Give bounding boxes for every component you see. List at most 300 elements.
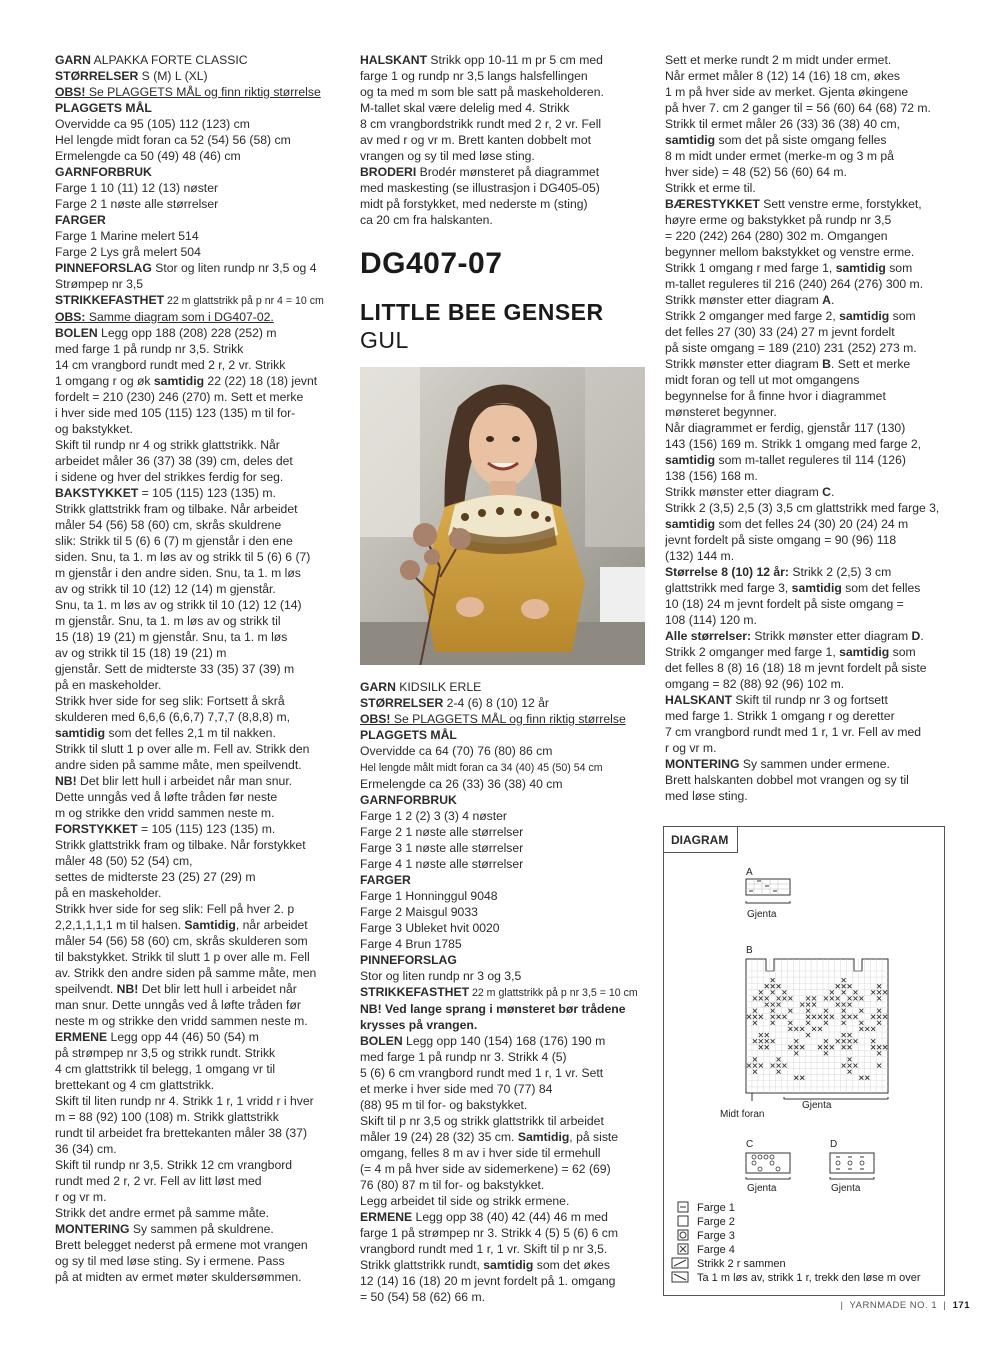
text-line xyxy=(55,645,338,661)
bold-text: samtidig xyxy=(153,374,205,388)
body-text: 12 (14) 16 (18) 20 m jevnt fordelt på 1. omgang xyxy=(360,1274,616,1288)
text-line xyxy=(55,196,338,212)
text-line xyxy=(360,100,645,116)
bold-text: Størrelse 8 (10) 12 år: xyxy=(665,565,789,579)
body-text: midt foran og tell ut mot omgangens xyxy=(665,373,860,387)
text-line xyxy=(55,1189,338,1205)
body-text: Legg opp 38 (40) 42 (44) 46 m med xyxy=(412,1210,608,1224)
text-line xyxy=(665,68,950,84)
text-line xyxy=(665,228,950,244)
body-text: Legg opp 140 (154) 168 (176) 190 m xyxy=(402,1034,606,1048)
body-text: 8 cm vrangbordstrikk rundt med 2 r, 2 vr. Fell xyxy=(360,117,602,131)
text-line xyxy=(55,389,338,405)
body-text: Sett venstre erme, forstykket, xyxy=(759,197,922,211)
text-line xyxy=(360,1145,645,1161)
body-text: 1 omgang r og øk xyxy=(55,374,154,388)
text-line xyxy=(360,1033,645,1049)
text-line xyxy=(55,1109,338,1125)
body-text: Stor og liten rundp nr 3 og 3,5 xyxy=(360,969,522,983)
text-line xyxy=(360,856,645,872)
text-line xyxy=(665,292,950,308)
bold-text: OBS! xyxy=(55,85,86,99)
text-line xyxy=(55,260,338,276)
text-line xyxy=(665,612,950,628)
text-line xyxy=(55,949,338,965)
body-text: omgang, felles 8 m av i hver side til ermehull xyxy=(360,1146,601,1160)
body-text: rundt til arbeidet fra brettekanten måler 38 (37) xyxy=(55,1126,308,1140)
text-line xyxy=(360,904,645,920)
text-line xyxy=(55,341,338,357)
body-text: Strikk hver side for seg slik: Fortsett å skrå xyxy=(55,694,285,708)
text-line xyxy=(55,132,338,148)
text-line xyxy=(55,581,338,597)
body-text: siden. Snu, ta 1. m løs av og strikk til 5 (6) 6 (7) xyxy=(55,550,311,564)
body-text: S (M) L (XL) xyxy=(138,69,208,83)
body-text: man snur. Dette unngås ved å løfte tråden før xyxy=(55,998,301,1012)
text-line xyxy=(360,1049,645,1065)
body-text: 22 m glattstrikk på p nr 4 = 10 cm xyxy=(164,295,324,307)
chart-d-letter: D xyxy=(830,1139,838,1150)
text-line xyxy=(55,693,338,709)
body-text: som m-tallet reguleres til 114 (126) xyxy=(715,453,906,467)
bold-text: FORSTYKKET xyxy=(55,822,138,836)
text-line xyxy=(55,1061,338,1077)
body-text: som det felles xyxy=(841,581,921,595)
text-line xyxy=(665,676,950,692)
text-line xyxy=(665,452,950,468)
column-middle xyxy=(360,52,645,1305)
bold-text: GARNFORBRUK xyxy=(55,165,152,179)
body-text: høyre erme og bakstykket på rundp nr 3,5 xyxy=(665,213,892,227)
text-line xyxy=(360,695,645,711)
bold-text: FARGER xyxy=(360,873,411,887)
body-text: Farge 3 1 nøste alle størrelser xyxy=(360,841,524,855)
text-line xyxy=(55,276,338,292)
legend-label-farge4: Farge 4 xyxy=(697,1244,735,1256)
bold-text: samtidig xyxy=(839,309,890,323)
text-line xyxy=(665,340,950,356)
body-text: Strikk 2 omganger med farge 1, xyxy=(665,645,840,659)
body-text: av. Strikk den andre siden på samme måte, men xyxy=(55,966,317,980)
text-line xyxy=(55,853,338,869)
body-text: andre siden på samme måte, men speilvendt. xyxy=(55,758,302,772)
legend-label-farge3: Farge 3 xyxy=(697,1230,735,1242)
text-line xyxy=(55,533,338,549)
body-text: m gjenstår i den andre siden. Snu, ta 1. m løs xyxy=(55,566,301,580)
text-line xyxy=(360,727,645,743)
text-line xyxy=(55,613,338,629)
bold-text: GARN xyxy=(360,680,396,694)
text-line xyxy=(360,1289,645,1305)
body-text: det felles 27 (30) 33 (24) 27 m jevnt fordelt xyxy=(665,325,895,339)
body-text: Hel lengde midt foran ca 52 (54) 56 (58) cm xyxy=(55,133,291,147)
bold-text: D xyxy=(911,629,921,643)
body-text: . Sett et merke xyxy=(830,357,911,371)
bold-text: STRIKKEFASTHET xyxy=(360,985,470,999)
text-line xyxy=(665,84,950,100)
page-number: 171 xyxy=(952,1300,970,1311)
text-line xyxy=(55,325,338,341)
pattern-subtitle: GUL xyxy=(360,327,409,353)
text-line xyxy=(55,869,338,885)
text-line xyxy=(360,888,645,904)
text-line xyxy=(360,679,645,695)
body-text: Overvidde ca 95 (105) 112 (123) cm xyxy=(55,117,250,131)
text-line xyxy=(360,132,645,148)
text-line xyxy=(665,564,950,580)
text-line xyxy=(665,116,950,132)
body-text: Brett belegget nederst på ermene mot vrangen xyxy=(55,1238,308,1252)
text-line xyxy=(55,501,338,517)
text-line xyxy=(360,984,645,1001)
body-text: Når diagrammet er ferdig, gjenstår 117 (130) xyxy=(665,421,906,435)
body-text: Dette unngås ved å løfte tråden før neste xyxy=(55,790,278,804)
text-line xyxy=(55,997,338,1013)
body-text: begynner mellom bakstykket og venstre erme. xyxy=(665,245,915,259)
text-line xyxy=(360,711,645,727)
text-line xyxy=(665,660,950,676)
legend-label-farge1: Farge 1 xyxy=(697,1202,735,1214)
text-line xyxy=(55,789,338,805)
text-line xyxy=(55,84,338,100)
body-text: som det felles 2,1 m til nakken. xyxy=(105,726,276,740)
body-text: KIDSILK ERLE xyxy=(395,680,482,694)
text-line xyxy=(360,920,645,936)
text-line xyxy=(360,1177,645,1193)
bold-text: MONTERING xyxy=(665,757,740,771)
body-text: Strikk glattstrikk fram og tilbake. Når forstykket xyxy=(55,838,306,852)
body-text: farge 1 og rundp nr 3,5 langs halsfellingen xyxy=(360,69,588,83)
body-text: med farge 1 på rundp nr 3,5. Strikk xyxy=(55,342,244,356)
text-line xyxy=(55,901,338,917)
body-text: Farge 4 1 nøste alle størrelser xyxy=(360,857,524,871)
body-text: Ermelengde ca 26 (33) 36 (38) 40 cm xyxy=(360,777,563,791)
legend xyxy=(672,1202,921,1284)
body-text: Strikk det andre ermet på samme måte. xyxy=(55,1206,270,1220)
text-line xyxy=(55,164,338,180)
text-line xyxy=(665,388,950,404)
text-line xyxy=(360,148,645,164)
text-line xyxy=(55,180,338,196)
body-text: og bakstykket. xyxy=(55,422,133,436)
text-line xyxy=(665,772,950,788)
text-line xyxy=(665,244,950,260)
text-line xyxy=(665,644,950,660)
body-text: Strikk til slutt 1 p over alle m. Fell av. Strikk den xyxy=(55,742,310,756)
pattern-title: LITTLE BEE GENSER xyxy=(360,299,604,325)
text-line xyxy=(55,437,338,453)
body-text: Hel lengde målt midt foran ca 34 (40) 45 (50) 54 cm xyxy=(360,762,603,774)
body-text: m og strikke den vridd sammen neste m. xyxy=(55,806,275,820)
legend-symbol-farge2 xyxy=(678,1216,688,1226)
text-line xyxy=(665,628,950,644)
bold-text: PLAGGETS MÅL xyxy=(360,728,457,742)
body-text: Farge 2 Maisgul 9033 xyxy=(360,905,478,919)
legend-symbol-farge1 xyxy=(678,1202,688,1212)
body-text: Legg arbeidet til side og strikk ermene. xyxy=(360,1194,570,1208)
body-text: 10 (18) 24 m jevnt fordelt på siste omgang = xyxy=(665,597,904,611)
body-text: Det blir lett hull i arbeidet når man snur. xyxy=(76,774,293,788)
chart-b-letter: B xyxy=(746,945,753,956)
text-line xyxy=(665,724,950,740)
text-line xyxy=(360,1273,645,1289)
body-text: med farge 1 på rundp nr 3. Strikk 4 (5) xyxy=(360,1050,567,1064)
bold-text: samtidig xyxy=(55,726,106,740)
body-text: 22 (22) 18 (18) jevnt xyxy=(204,374,318,388)
chart-b-repeat: Gjenta xyxy=(802,1100,832,1111)
bold-text: OBS! xyxy=(360,712,391,726)
text-line xyxy=(55,309,338,325)
body-text: , på siste xyxy=(569,1130,619,1144)
text-line xyxy=(665,532,950,548)
body-text: Strikk til ermet måler 26 (33) 36 (38) 40 cm, xyxy=(665,117,901,131)
text-line xyxy=(55,1205,338,1221)
body-text: Strikk 2 omganger med farge 2, xyxy=(665,309,840,323)
text-line xyxy=(360,1209,645,1225)
chart-c xyxy=(746,1153,790,1179)
text-line xyxy=(360,1257,645,1273)
text-line xyxy=(360,936,645,952)
body-text: Skift til rundp nr 4 og strikk glattstrikk. Når xyxy=(55,438,280,452)
body-text: av med r og vr m. Brett kanten dobbelt mot xyxy=(360,133,591,147)
chart-a-letter: A xyxy=(746,867,753,878)
body-text: rundt med 2 r, 2 vr. Fell av litt løst med xyxy=(55,1174,262,1188)
bold-text: samtidig xyxy=(665,133,716,147)
body-text: 7 cm vrangbord rundt med 1 r, 1 vr. Fell av med xyxy=(665,725,922,739)
text-line xyxy=(55,1253,338,1269)
bold-text: samtidig xyxy=(791,581,842,595)
body-text: Sett et merke rundt 2 m midt under ermet. xyxy=(665,53,892,67)
page-footer: | YARNMADE NO. 1 | 171 xyxy=(840,1300,970,1311)
body-text: Farge 2 1 nøste alle størrelser xyxy=(55,197,219,211)
body-text: av og strikk til 15 (18) 19 (21) m xyxy=(55,646,227,660)
text-line xyxy=(55,405,338,421)
body-text: Strikk mønster etter diagram xyxy=(665,485,823,499)
text-line xyxy=(360,776,645,792)
bold-text: B xyxy=(822,357,831,371)
body-text: neste m og strikke den vridd sammen neste m. xyxy=(55,1014,308,1028)
text-line xyxy=(665,516,950,532)
text-line xyxy=(665,308,950,324)
text-line xyxy=(665,196,950,212)
text-line xyxy=(55,565,338,581)
text-line xyxy=(665,164,950,180)
body-text: . xyxy=(920,629,924,643)
bold-text: samtidig xyxy=(835,261,886,275)
body-text: Strikk mønster etter diagram xyxy=(665,357,823,371)
text-line xyxy=(55,373,338,389)
text-line xyxy=(360,840,645,856)
body-text: Legg opp 188 (208) 228 (252) m xyxy=(97,326,277,340)
body-text: 2,2,1,1,1,1 m til halsen. xyxy=(55,918,185,932)
body-text: 138 (156) 168 m. xyxy=(665,469,758,483)
bold-text: Samtidig xyxy=(184,918,236,932)
text-line xyxy=(360,84,645,100)
chart-c-letter: C xyxy=(746,1139,754,1150)
body-text: , når arbeidet xyxy=(235,918,308,932)
body-text: m gjenstår. Snu, ta 1. m løs av og strikk til xyxy=(55,614,281,628)
body-text: som xyxy=(889,645,916,659)
text-line xyxy=(55,629,338,645)
bold-text: STRIKKEFASTHET xyxy=(55,293,165,307)
body-text: skulderen med 6,6,6 (6,6,7) 7,7,7 (8,8,8) m, xyxy=(55,710,291,724)
text-line xyxy=(55,549,338,565)
text-line xyxy=(55,453,338,469)
text-line xyxy=(360,808,645,824)
text-line xyxy=(665,260,950,276)
body-text: Strikk 2 (2,5) 3 cm xyxy=(788,565,892,579)
text-line xyxy=(55,52,338,68)
bold-text: PINNEFORSLAG xyxy=(55,261,152,275)
body-text: fordelt = 210 (230) 246 (270) m. Sett et merke xyxy=(55,390,304,404)
body-text: ca 20 cm fra halskanten. xyxy=(360,213,493,227)
bold-text: BAKSTYKKET xyxy=(55,486,139,500)
body-text: Farge 1 2 (2) 3 (3) 4 nøster xyxy=(360,809,507,823)
chart-b-center: Midt foran xyxy=(720,1109,765,1120)
chart-d-repeat: Gjenta xyxy=(831,1183,861,1194)
text-line xyxy=(55,68,338,84)
body-text: måler 19 (24) 28 (32) 35 cm. xyxy=(360,1130,518,1144)
body-text: brettekant og 4 cm glattstrikk. xyxy=(55,1078,215,1092)
body-text: r og vr m. xyxy=(55,1190,107,1204)
legend-symbol-farge4 xyxy=(678,1244,688,1254)
text-line xyxy=(360,872,645,888)
body-text: 2-4 (6) 8 (10) 12 år xyxy=(443,696,549,710)
body-text: vrangbord rundt med 1 r, 1 vr. Skift til p nr 3,5. xyxy=(360,1242,608,1256)
body-text: Farge 2 1 nøste alle størrelser xyxy=(360,825,524,839)
text-line xyxy=(55,212,338,228)
body-text: Sy sammen under ermene. xyxy=(739,757,890,771)
body-text: på en maskeholder. xyxy=(55,678,162,692)
chart-d xyxy=(830,1153,874,1179)
body-text: Det blir lett hull i arbeidet når xyxy=(138,982,297,996)
body-text: til bakstykket. Strikk til slutt 1 p over alle m. Fell xyxy=(55,950,310,964)
body-text: på strømpep nr 3,5 og strikk rundt. Strikk xyxy=(55,1046,276,1060)
bold-text: HALSKANT xyxy=(360,53,428,67)
body-text: Skift til p nr 3,5 og strikk glattstrikk til arbeidet xyxy=(360,1114,604,1128)
body-text: med maskesting (se illustrasjon i DG405-05) xyxy=(360,181,600,195)
body-text: slik: Strikk til 5 (6) 6 (7) m gjenstår i den ene xyxy=(55,534,293,548)
column-right xyxy=(665,52,950,804)
body-text: Når ermet måler 8 (12) 14 (16) 18 cm, økes xyxy=(665,69,901,83)
text-line xyxy=(55,885,338,901)
text-line xyxy=(55,1141,338,1157)
body-text: begynnelse for å finne hvor i diagrammet xyxy=(665,389,886,403)
text-line xyxy=(360,1241,645,1257)
body-text: 14 cm vrangbord rundt med 2 r, 2 vr. Strikk xyxy=(55,358,286,372)
text-line xyxy=(55,1045,338,1061)
bold-text: FARGER xyxy=(55,213,106,227)
text-line xyxy=(55,1125,338,1141)
bold-text: BOLEN xyxy=(55,326,98,340)
body-text: et merke i hver side med 70 (77) 84 xyxy=(360,1082,553,1096)
text-line xyxy=(55,677,338,693)
chart-a-repeat: Gjenta xyxy=(747,909,777,920)
bold-text: STØRRELSER xyxy=(360,696,444,710)
body-text: Farge 1 Marine melert 514 xyxy=(55,229,199,243)
body-text: Strikk glattstrikk fram og tilbake. Når arbeidet xyxy=(55,502,298,516)
body-text: Strikk hver side for seg slik: Fell på hver 2. p xyxy=(55,902,295,916)
body-text: Brodér mønsteret på diagrammet xyxy=(416,165,600,179)
text-line xyxy=(55,933,338,949)
body-text: ALPAKKA FORTE CLASSIC xyxy=(90,53,248,67)
bold-text: HALSKANT xyxy=(665,693,733,707)
text-line xyxy=(665,52,950,68)
body-text: farge 1 på strømpep nr 3. Strikk 4 (5) 5 (6) 6 cm xyxy=(360,1226,619,1240)
body-text: Snu, ta 1. m løs av og strikk til 10 (12) 12 (14) xyxy=(55,598,302,612)
text-line xyxy=(55,1077,338,1093)
body-text: Se PLAGGETS MÅL og finn riktig størrelse xyxy=(390,712,626,726)
body-text: arbeidet måler 36 (37) 38 (39) cm, deles det xyxy=(55,454,293,468)
text-line xyxy=(665,356,950,372)
bold-text: OBS: xyxy=(55,310,86,324)
body-text: måler 54 (56) 58 (60) cm, skrås skulderen som xyxy=(55,934,308,948)
text-line xyxy=(360,952,645,968)
diagram-charts xyxy=(664,827,946,1297)
text-line xyxy=(360,1113,645,1129)
text-line xyxy=(665,468,950,484)
text-line xyxy=(55,228,338,244)
text-line xyxy=(360,212,645,228)
text-line xyxy=(665,100,950,116)
text-line xyxy=(55,116,338,132)
body-text: Strikk 1 omgang r med farge 1, xyxy=(665,261,836,275)
body-text: det felles 8 (8) 16 (18) 18 m jevnt fordelt på siste xyxy=(665,661,927,675)
text-line xyxy=(360,1001,645,1017)
text-line xyxy=(55,981,338,997)
bold-text: NB! Ved lange sprang i mønsteret bør trådene xyxy=(360,1002,626,1016)
body-text: med farge 1. Strikk 1 omgang r og deretter xyxy=(665,709,895,723)
body-text: (= 4 m på hver side av sidemerkene) = 62 (69) xyxy=(360,1162,611,1176)
body-text: som det felles 24 (30) 20 (24) 24 m xyxy=(715,517,909,531)
body-text: 4 cm glattstrikk til belegg, 1 omgang vr til xyxy=(55,1062,276,1076)
text-line xyxy=(55,1157,338,1173)
body-text: m = 88 (92) 100 (108) m. Strikk glattstrikk xyxy=(55,1110,279,1124)
body-text: Strømpep nr 3,5 xyxy=(55,277,144,291)
body-text: . xyxy=(830,485,835,499)
body-text: m-tallet reguleres til 216 (240) 264 (276) 300 m. xyxy=(665,277,924,291)
product-photo xyxy=(360,367,645,665)
body-text: 36 (34) cm. xyxy=(55,1142,117,1156)
body-text: (132) 144 m. xyxy=(665,549,735,563)
body-text: og sy til med løse sting. Sy i ermene. Pass xyxy=(55,1254,285,1268)
body-text: som det på siste omgang felles xyxy=(715,133,887,147)
text-line xyxy=(55,357,338,373)
text-line xyxy=(55,821,338,837)
body-text: (88) 95 m til for- og bakstykket. xyxy=(360,1098,528,1112)
text-line xyxy=(55,837,338,853)
text-line xyxy=(665,788,950,804)
body-text: Brett halskanten dobbel mot vrangen og sy til xyxy=(665,773,909,787)
body-text: speilvendt. xyxy=(55,982,117,996)
text-line xyxy=(55,1269,338,1285)
bold-text: Samtidig xyxy=(517,1130,570,1144)
body-text: 143 (156) 169 m. Strikk 1 omgang med farge 2, xyxy=(665,437,922,451)
text-line xyxy=(665,756,950,772)
body-text: . xyxy=(830,293,835,307)
text-line xyxy=(665,580,950,596)
text-line xyxy=(665,692,950,708)
text-line xyxy=(360,1097,645,1113)
body-text: på en maskeholder. xyxy=(55,886,162,900)
chart-b xyxy=(746,959,888,1101)
body-text: hver side) = 48 (52) 56 (60) 64 m. xyxy=(665,165,847,179)
text-line xyxy=(360,1161,645,1177)
body-text: 1 m på hver side av merket. Gjenta økingene xyxy=(665,85,909,99)
body-text: Farge 1 10 (11) 12 (13) nøster xyxy=(55,181,219,195)
bold-text: BOLEN xyxy=(360,1034,403,1048)
body-text: som det økes xyxy=(533,1258,610,1272)
